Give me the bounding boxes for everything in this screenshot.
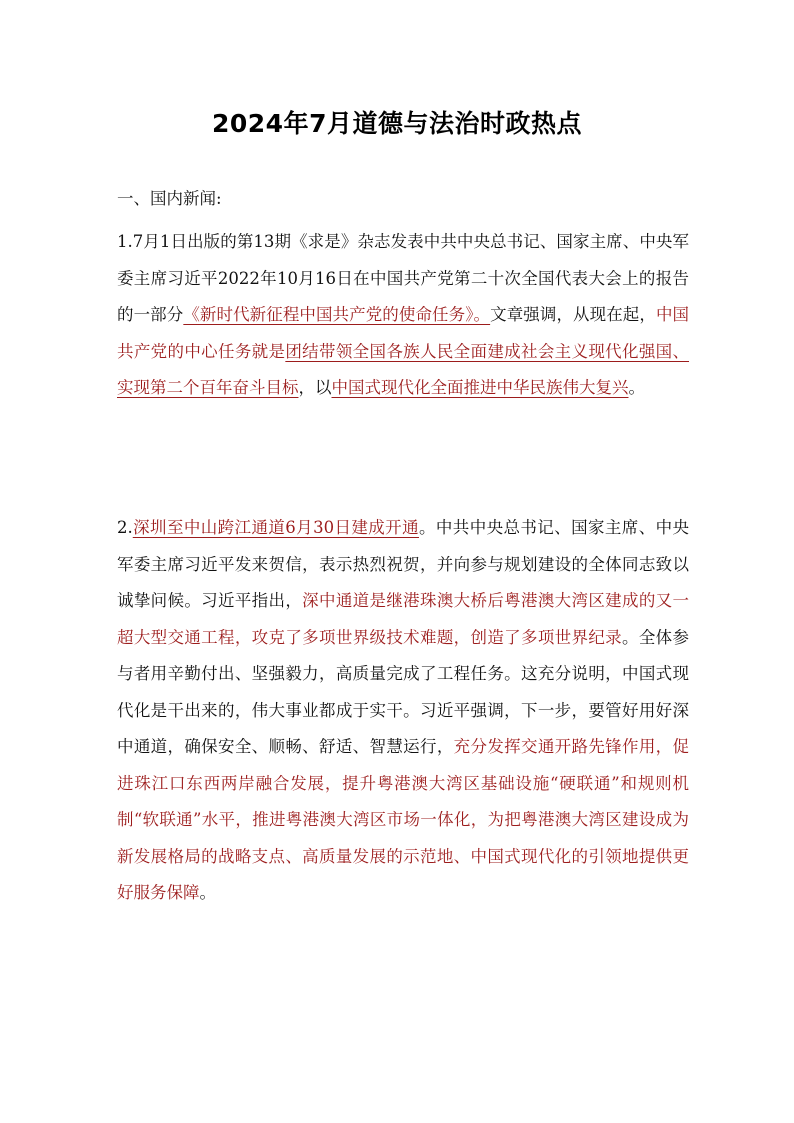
item1-text: ，以 bbox=[298, 378, 332, 397]
item1-key-phrase: 团结带领全国各族人民全面建成社会主义现代化强国、实现第二个百年奋斗目标 bbox=[117, 341, 690, 397]
item1-text: 1.7月1日出版的第13期《求是》杂志发表中共中央总书记、国家主席、中央军委主席习近平2022年10月16日在中国共产党第二十次全国代表大会上的报告的一部分 bbox=[117, 232, 689, 324]
article-title-link: 《新时代新征程中国共产党的使命任务》。 bbox=[183, 305, 491, 324]
item1-text: 。 bbox=[628, 378, 645, 397]
item2-text: 。 bbox=[199, 883, 216, 902]
item1-text: 文章强调，从现在起， bbox=[490, 305, 656, 324]
item1-highlight: 中国共产党的中心任务就是 bbox=[117, 305, 690, 361]
section-heading: 一、国内新闻: bbox=[117, 189, 222, 208]
item2-number: 2. bbox=[117, 518, 133, 537]
item2-highlight: 充分发挥交通开路先锋作用，促进珠江口东西两岸融合发展，提升粤港澳大湾区基础设施“硬联通”和规则机制“软联通”水平，推进粤港澳大湾区市场一体化，为把粤港澳大湾区建设成为新发展格局的战略支点、高质量发展的示范地、中国式现代化的引领地提供更好服务保障 bbox=[117, 737, 690, 902]
item2-text: 。中共中央总书记、国家主席、中央军委主席习近平发来贺信，表示热烈祝贺，并向参与规划建设的全体同志致以诚挚问候。习近平指出， bbox=[117, 518, 690, 610]
item2-text: 。全体参与者用辛勤付出、坚强毅力，高质量完成了工程任务。这充分说明，中国式现代化是干出来的，伟大事业都成于实干。习近平强调，下一步，要管好用好深中通道，确保安全、顺畅、舒适、智慧运行， bbox=[117, 627, 690, 756]
page-title: 2024年7月道德与法治时政热点 bbox=[212, 109, 582, 138]
news-item-2 bbox=[117, 510, 689, 912]
news-item-1 bbox=[117, 224, 689, 407]
item2-headline: 深圳至中山跨江通道6月30日建成开通 bbox=[132, 518, 419, 537]
item2-highlight: 深中通道是继港珠澳大桥后粤港澳大湾区建成的又一超大型交通工程，攻克了多项世界级技术难题，创造了多项世界纪录 bbox=[117, 591, 690, 647]
item1-key-phrase: 中国式现代化全面推进中华民族伟大复兴 bbox=[331, 378, 629, 397]
